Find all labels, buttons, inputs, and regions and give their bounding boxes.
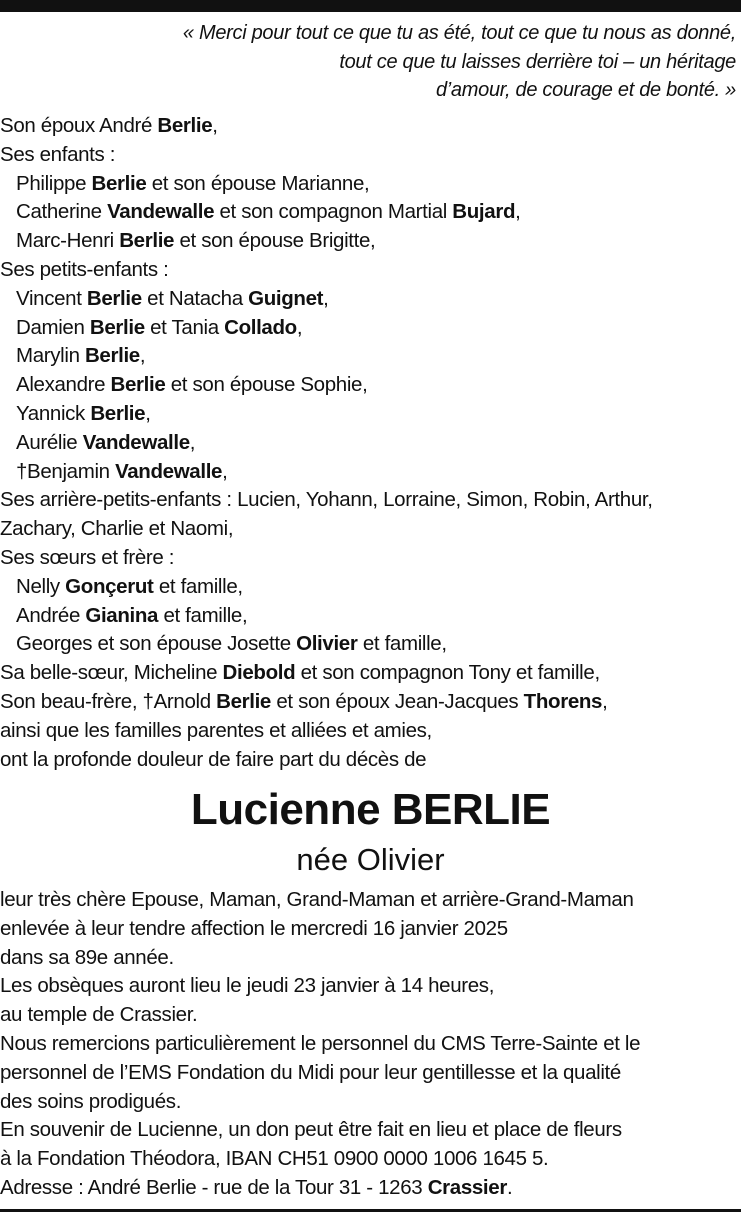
grandchild-line: Aurélie Vandewalle,: [16, 430, 196, 454]
thanks-line: des soins prodigués.: [0, 1089, 182, 1113]
quote-line: « Merci pour tout ce que tu as été, tout ce que tu nous as donné,: [182, 22, 736, 44]
details-text: [0, 886, 741, 1203]
address-line: Adresse : André Berlie - rue de la Tour 31 - 1263 Crassier.: [0, 1175, 513, 1199]
donation-line: En souvenir de Lucienne, un don peut être fait en lieu et place de fleurs: [0, 1118, 622, 1142]
donation-line: à la Fondation Théodora, IBAN CH51 0900 0000 1006 1645 5.: [0, 1147, 549, 1171]
epigraph-quote: [16, 19, 736, 105]
spouse-line: Son époux André Berlie,: [0, 114, 218, 137]
announcement-line: ont la profonde douleur de faire part du décès de: [0, 747, 427, 771]
funeral-place-line: au temple de Crassier.: [0, 1003, 198, 1027]
quote-line: tout ce que tu laisses derrière toi – un héritage: [339, 50, 736, 73]
thanks-line: personnel de l’EMS Fondation du Midi pour leur gentillesse et la qualité: [0, 1060, 621, 1084]
child-line: Philippe Berlie et son épouse Marianne,: [16, 171, 370, 195]
sister-in-law-line: Sa belle-sœur, Micheline Diebold et son compagnon Tony et famille,: [0, 661, 600, 685]
child-line: Marc-Henri Berlie et son épouse Brigitte,: [16, 229, 376, 253]
sibling-line: Andrée Gianina et famille,: [16, 603, 248, 627]
great-grandchildren-line: Ses arrière-petits-enfants : Lucien, Yohann, Lorraine, Simon, Robin, Arthur,: [0, 488, 653, 512]
top-rule: [0, 0, 741, 12]
details-line: enlevée à leur tendre affection le mercredi 16 janvier 2025: [0, 916, 508, 940]
quote-line: d’amour, de courage et de bonté. »: [435, 79, 736, 101]
funeral-line: Les obsèques auront lieu le jeudi 23 janvier à 14 heures,: [0, 974, 495, 998]
children-heading: Ses enfants :: [0, 142, 116, 166]
grandchild-line: Marylin Berlie,: [16, 344, 146, 368]
relatives-line: ainsi que les familles parentes et alliées et amies,: [0, 718, 432, 742]
great-grandchildren-line-cont: Zachary, Charlie et Naomi,: [0, 517, 234, 541]
child-line: Catherine Vandewalle et son compagnon Martial Bujard,: [16, 200, 521, 224]
sibling-line: Nelly Gonçerut et famille,: [16, 574, 243, 598]
grandchild-line: Yannick Berlie,: [16, 401, 151, 425]
grandchildren-heading: Ses petits-enfants :: [0, 257, 169, 281]
grandchild-line: Vincent Berlie et Natacha Guignet,: [16, 286, 329, 310]
family-list: [0, 112, 741, 774]
bottom-rule: [0, 1209, 741, 1212]
maiden-name: née Olivier: [296, 842, 445, 877]
grandchild-line: †Benjamin Vandewalle,: [16, 459, 228, 483]
grandchild-line: Damien Berlie et Tania Collado,: [16, 315, 303, 339]
brother-in-law-line: Son beau-frère, †Arnold Berlie et son époux Jean-Jacques Thorens,: [0, 689, 608, 713]
details-line: leur très chère Epouse, Maman, Grand-Maman et arrière-Grand-Maman: [0, 888, 634, 911]
siblings-heading: Ses sœurs et frère :: [0, 545, 175, 569]
sibling-line: Georges et son épouse Josette Olivier et famille,: [16, 632, 447, 656]
thanks-line: Nous remercions particulièrement le personnel du CMS Terre-Sainte et le: [0, 1031, 641, 1055]
grandchild-line: Alexandre Berlie et son épouse Sophie,: [16, 373, 368, 397]
deceased-name: Lucienne BERLIE: [190, 785, 551, 834]
details-line: dans sa 89e année.: [0, 945, 174, 969]
